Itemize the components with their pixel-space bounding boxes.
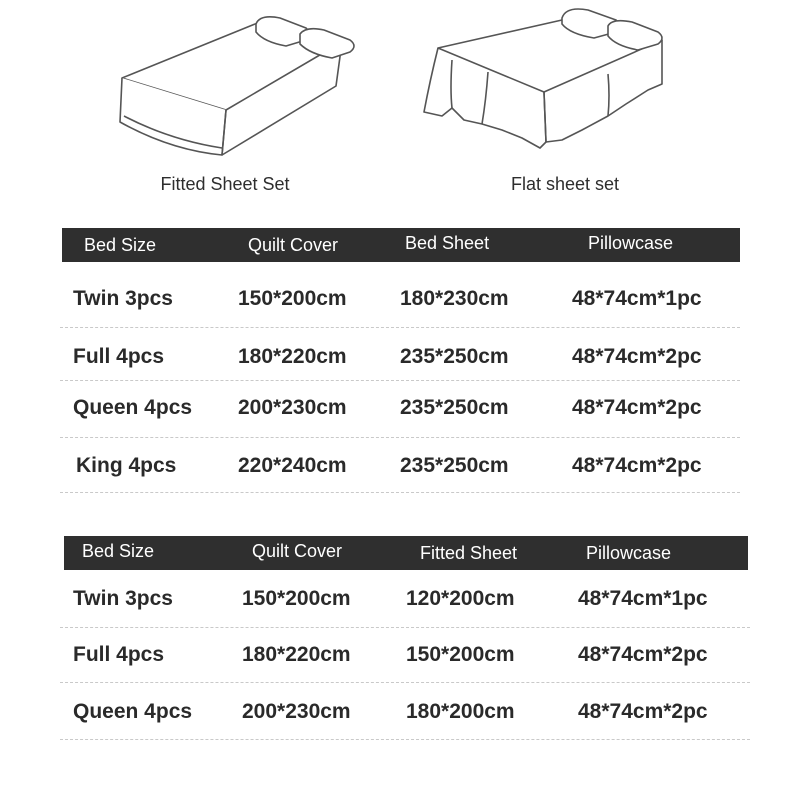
- row-divider: [60, 380, 740, 381]
- cell-bed-sheet: 180*230cm: [400, 287, 509, 310]
- cell-pillowcase: 48*74cm*1pc: [578, 587, 708, 610]
- fitted-sheet-illustration: [110, 0, 370, 170]
- cell-quilt-cover: 180*220cm: [242, 643, 351, 666]
- cell-quilt-cover: 150*200cm: [238, 287, 347, 310]
- cell-bed-sheet: 235*250cm: [400, 345, 509, 368]
- row-divider: [60, 492, 740, 493]
- cell-bed-size: Queen 4pcs: [73, 396, 193, 419]
- table1-header-bed-size: Bed Size: [84, 235, 157, 255]
- row-divider: [60, 437, 740, 438]
- cell-quilt-cover: 200*230cm: [238, 396, 347, 419]
- cell-quilt-cover: 220*240cm: [238, 454, 347, 477]
- cell-quilt-cover: 180*220cm: [238, 345, 347, 368]
- flat-sheet-illustration: [412, 0, 692, 170]
- cell-pillowcase: 48*74cm*2pc: [578, 700, 708, 723]
- flat-bed-icon: [412, 0, 692, 170]
- row-divider: [60, 739, 750, 740]
- fitted-bed-icon: [110, 0, 370, 170]
- table2-header-fitted-sheet: Fitted Sheet: [420, 543, 518, 563]
- cell-pillowcase: 48*74cm*2pc: [572, 345, 702, 368]
- cell-bed-sheet: 235*250cm: [400, 454, 509, 477]
- table1-header-quilt-cover: Quilt Cover: [248, 235, 339, 255]
- cell-pillowcase: 48*74cm*2pc: [572, 454, 702, 477]
- cell-pillowcase: 48*74cm*1pc: [572, 287, 702, 310]
- flat-caption: Flat sheet set: [510, 174, 620, 194]
- table2-header: [64, 536, 748, 570]
- cell-bed-size: Twin 3pcs: [73, 587, 173, 610]
- table2-header-quilt-cover: Quilt Cover: [252, 541, 343, 561]
- cell-quilt-cover: 150*200cm: [242, 587, 351, 610]
- cell-bed-size: Twin 3pcs: [73, 287, 173, 310]
- cell-bed-sheet: 235*250cm: [400, 396, 509, 419]
- table2-header-pillowcase: Pillowcase: [586, 543, 672, 563]
- cell-pillowcase: 48*74cm*2pc: [578, 643, 708, 666]
- table2-header-bed-size: Bed Size: [82, 541, 155, 561]
- cell-bed-size: Full 4pcs: [73, 643, 165, 666]
- cell-bed-size: King 4pcs: [76, 454, 177, 477]
- cell-quilt-cover: 200*230cm: [242, 700, 351, 723]
- table1-header-pillowcase: Pillowcase: [588, 233, 674, 253]
- cell-bed-size: Queen 4pcs: [73, 700, 193, 723]
- fitted-caption: Fitted Sheet Set: [160, 174, 290, 194]
- cell-pillowcase: 48*74cm*2pc: [572, 396, 702, 419]
- table1-header-bed-sheet: Bed Sheet: [405, 233, 490, 253]
- row-divider: [60, 327, 740, 328]
- cell-fitted-sheet: 150*200cm: [406, 643, 515, 666]
- row-divider: [60, 627, 750, 628]
- cell-bed-size: Full 4pcs: [73, 345, 165, 368]
- cell-fitted-sheet: 120*200cm: [406, 587, 515, 610]
- table1-header: [62, 228, 740, 262]
- row-divider: [60, 682, 750, 683]
- cell-fitted-sheet: 180*200cm: [406, 700, 515, 723]
